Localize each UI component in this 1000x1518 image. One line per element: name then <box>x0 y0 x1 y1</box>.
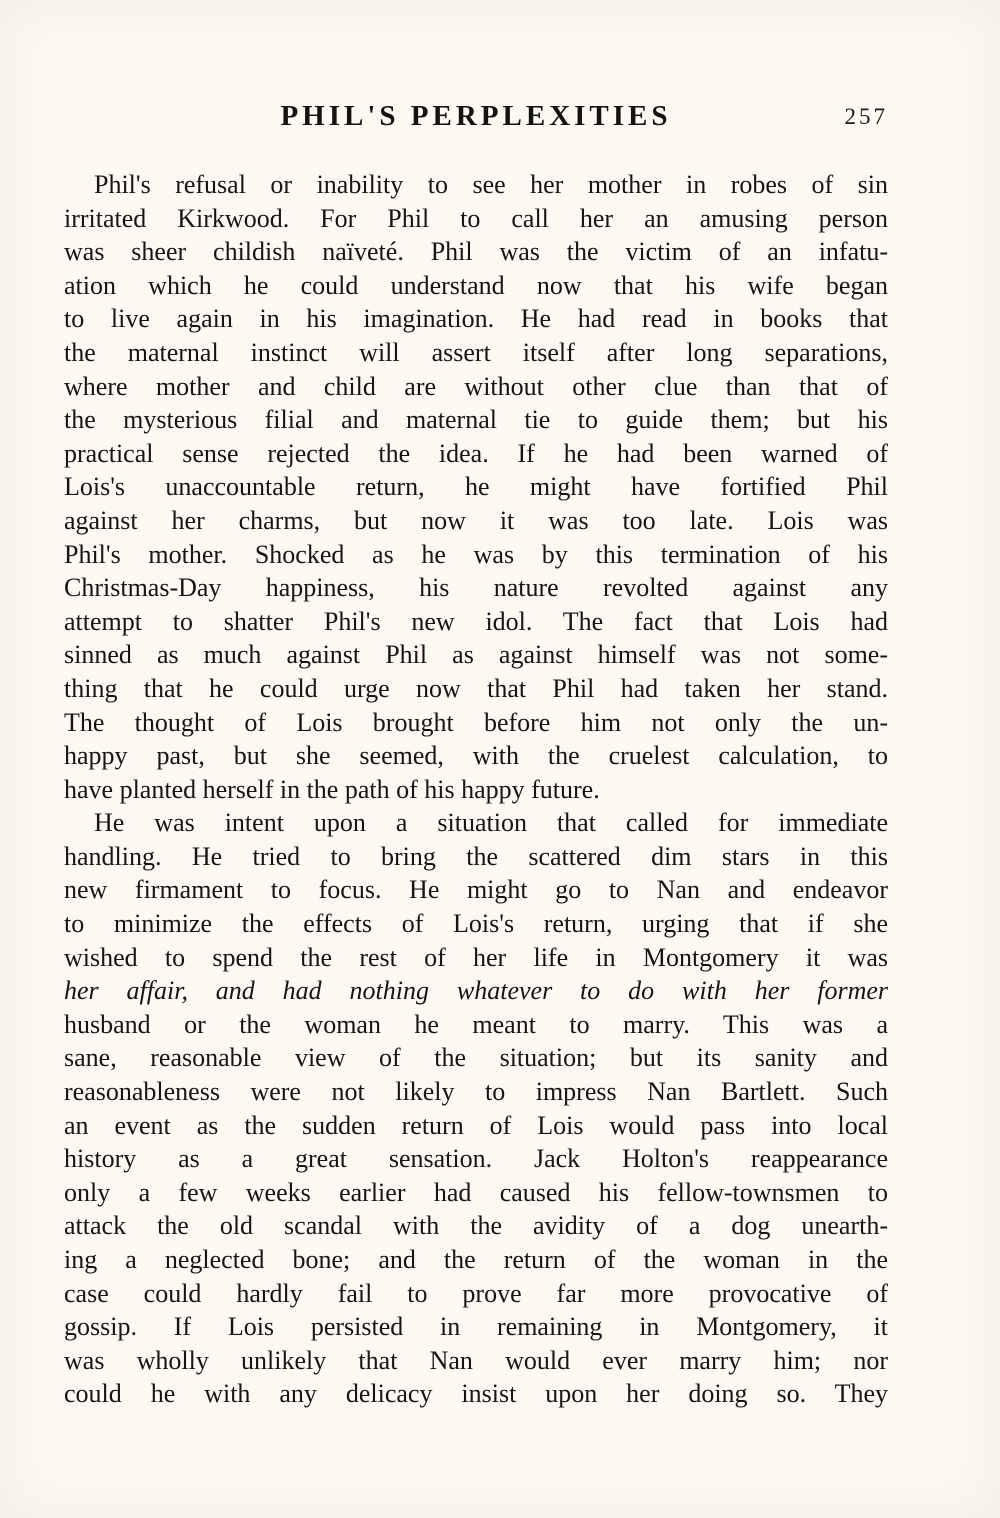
text-line: her affair, and had nothing whatever to do with her former <box>64 976 888 1006</box>
text-line: ing a neglected bone; and the return of the woman in the <box>64 1245 888 1274</box>
text-line: where mother and child are without other clue than that of <box>64 371 888 401</box>
text-line: to minimize the effects of Lois's return, urging that if she <box>64 909 888 939</box>
text-line: case could hardly fail to prove far more provocative of <box>64 1278 888 1308</box>
text-line: was sheer childish naïveté. Phil was the victim of an infatu- <box>64 237 888 267</box>
text-line: The thought of Lois brought before him not only the un- <box>64 707 888 737</box>
text-line: wished to spend the rest of her life in Montgomery it was <box>64 942 888 972</box>
text-line: history as a great sensation. Jack Holton's reappearance <box>64 1144 888 1174</box>
text-line: to live again in his imagination. He had read in books that <box>64 304 888 334</box>
text-line: sane, reasonable view of the situation; but its sanity and <box>64 1043 888 1073</box>
text-line: husband or the woman he meant to marry. This was a <box>64 1009 888 1039</box>
text-line: new firmament to focus. He might go to Nan and endeavor <box>64 875 888 905</box>
text-line: could he with any delicacy insist upon her doing so. They <box>64 1379 888 1409</box>
text-line: practical sense rejected the idea. If he had been warned of <box>64 438 888 468</box>
text-line: handling. He tried to bring the scattered dim stars in this <box>64 841 888 871</box>
text-line: Phil's mother. Shocked as he was by this termination of his <box>64 539 888 569</box>
page-number: 257 <box>844 104 888 129</box>
text-line: Lois's unaccountable return, he might have fortified Phil <box>64 472 888 502</box>
text-line: attempt to shatter Phil's new idol. The fact that Lois had <box>64 606 888 636</box>
text-line: have planted herself in the path of his happy future. <box>64 774 600 804</box>
text-line: gossip. If Lois persisted in remaining in Montgomery, it <box>64 1312 888 1342</box>
page-header <box>64 100 888 140</box>
text-line: reasonableness were not likely to impress Nan Bartlett. Such <box>64 1077 888 1107</box>
text-line: ation which he could understand now that his wife began <box>64 270 888 300</box>
text-line: sinned as much against Phil as against himself was not some- <box>64 640 888 670</box>
paragraph <box>64 168 888 806</box>
text-line: only a few weeks earlier had caused his fellow-townsmen to <box>64 1177 888 1207</box>
paragraph <box>64 806 888 1411</box>
text-line: happy past, but she seemed, with the cruelest calculation, to <box>64 741 888 771</box>
text-line: against her charms, but now it was too late. Lois was <box>64 505 888 535</box>
text-line: irritated Kirkwood. For Phil to call her an amusing person <box>64 203 888 233</box>
text-line: an event as the sudden return of Lois would pass into local <box>64 1110 888 1140</box>
text-line: Phil's refusal or inability to see her mother in robes of sin <box>94 170 888 199</box>
text-line: the mysterious filial and maternal tie to guide them; but his <box>64 405 888 435</box>
text-line: attack the old scandal with the avidity of a dog unearth- <box>64 1211 888 1241</box>
body-text <box>64 168 888 1411</box>
text-line: Christmas-Day happiness, his nature revolted against any <box>64 573 888 603</box>
running-title: PHIL'S PERPLEXITIES <box>280 100 672 132</box>
text-line: the maternal instinct will assert itself after long separations, <box>64 337 888 367</box>
text-line: He was intent upon a situation that called for immediate <box>94 808 888 838</box>
text-line: thing that he could urge now that Phil had taken her stand. <box>64 673 888 703</box>
text-line: was wholly unlikely that Nan would ever marry him; nor <box>64 1345 888 1375</box>
